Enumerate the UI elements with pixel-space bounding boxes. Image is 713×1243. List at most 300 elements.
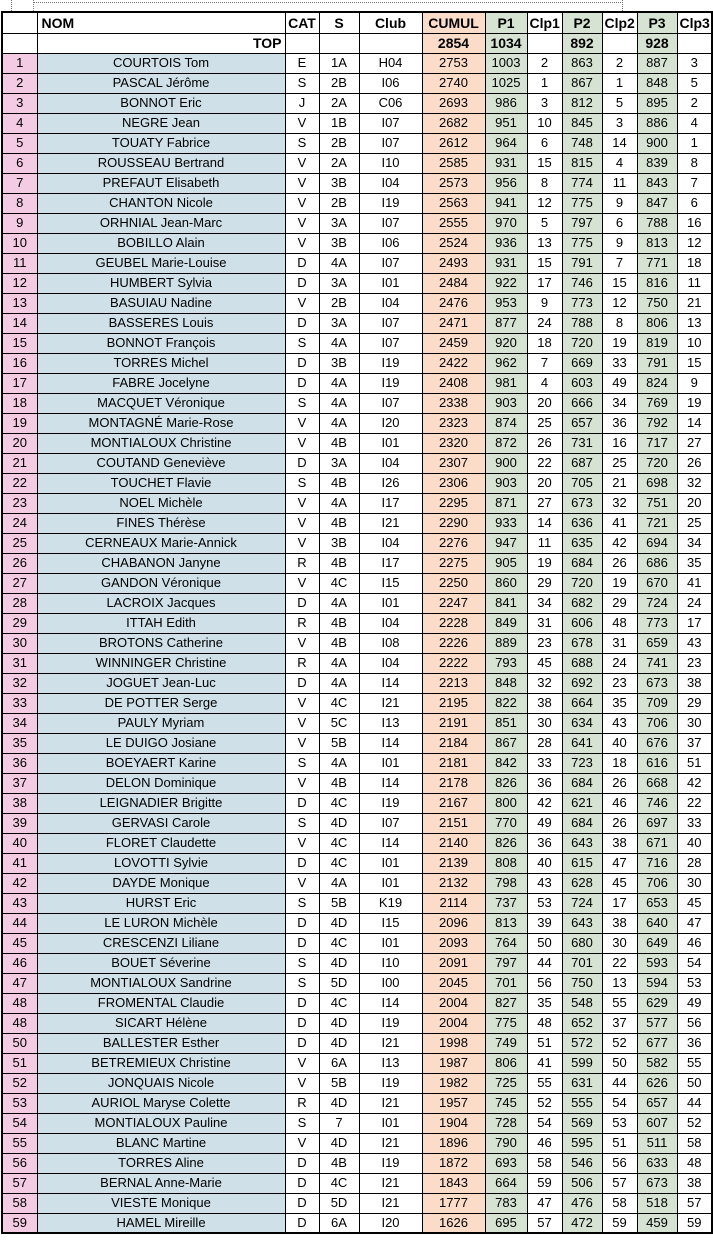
p2-cell: 606: [562, 613, 602, 633]
cat-cell: V: [285, 193, 319, 213]
p3-cell: 746: [637, 793, 677, 813]
p2-cell: 669: [562, 353, 602, 373]
rank-cell: 50: [2, 1033, 37, 1053]
table-row: [2, 193, 712, 213]
table-row: [2, 1113, 712, 1133]
p1-cell: 849: [485, 613, 527, 633]
clp3-cell: 44: [677, 1093, 712, 1113]
clp3-cell: 51: [677, 753, 712, 773]
name-cell: BASUIAU Nadine: [37, 293, 285, 313]
clp3-cell: 47: [677, 913, 712, 933]
rank-cell: 7: [2, 173, 37, 193]
table-row: [2, 933, 712, 953]
p2-cell: 595: [562, 1133, 602, 1153]
series-cell: 5B: [319, 733, 359, 753]
p2-cell: 652: [562, 1013, 602, 1033]
clp2-cell: 32: [602, 493, 637, 513]
table-row: [2, 1073, 712, 1093]
top-row: [2, 33, 712, 53]
series-cell: 4A: [319, 753, 359, 773]
series-cell: 3A: [319, 213, 359, 233]
name-cell: SICART Hélène: [37, 1013, 285, 1033]
column-header-rank: [2, 12, 37, 33]
p1-cell: 798: [485, 873, 527, 893]
table-row: [2, 53, 712, 73]
series-cell: 3A: [319, 313, 359, 333]
cumul-cell: 1777: [422, 1193, 485, 1213]
series-cell: 2B: [319, 133, 359, 153]
table-row: [2, 613, 712, 633]
clp2-cell: 50: [602, 1053, 637, 1073]
table-row: [2, 293, 712, 313]
club-cell: I20: [359, 413, 422, 433]
column-header-p2: P2: [562, 12, 602, 33]
clp1-cell: 13: [527, 233, 562, 253]
p2-cell: 812: [562, 93, 602, 113]
clp3-cell: 57: [677, 1193, 712, 1213]
name-cell: HUMBERT Sylvia: [37, 273, 285, 293]
club-cell: I14: [359, 993, 422, 1013]
cat-cell: R: [285, 553, 319, 573]
rank-cell: 42: [2, 873, 37, 893]
rank-cell: 46: [2, 953, 37, 973]
p1-cell: 903: [485, 473, 527, 493]
clp1-cell: 58: [527, 1153, 562, 1173]
club-cell: I15: [359, 913, 422, 933]
p1-cell: 701: [485, 973, 527, 993]
clp1-cell: 36: [527, 773, 562, 793]
table-row: [2, 853, 712, 873]
clp2-cell: 17: [602, 893, 637, 913]
clp1-cell: 24: [527, 313, 562, 333]
rank-cell: 5: [2, 133, 37, 153]
name-cell: DELON Dominique: [37, 773, 285, 793]
rank-cell: 1: [2, 53, 37, 73]
cumul-cell: 2226: [422, 633, 485, 653]
series-cell: 4B: [319, 633, 359, 653]
name-cell: GEUBEL Marie-Louise: [37, 253, 285, 273]
cumul-cell: 2195: [422, 693, 485, 713]
column-header-p3: P3: [637, 12, 677, 33]
club-cell: I07: [359, 393, 422, 413]
table-row: [2, 353, 712, 373]
p1-cell: 851: [485, 713, 527, 733]
clp3-cell: 17: [677, 613, 712, 633]
cat-cell: D: [285, 1213, 319, 1233]
clp2-cell: 23: [602, 673, 637, 693]
clp1-cell: 39: [527, 913, 562, 933]
p3-cell: 649: [637, 933, 677, 953]
club-cell: I17: [359, 493, 422, 513]
clp3-cell: 38: [677, 673, 712, 693]
cat-cell: V: [285, 173, 319, 193]
club-cell: I19: [359, 1153, 422, 1173]
p1-cell: 956: [485, 173, 527, 193]
p3-cell: 577: [637, 1013, 677, 1033]
series-cell: 3B: [319, 533, 359, 553]
club-cell: I19: [359, 193, 422, 213]
name-cell: FABRE Jocelyne: [37, 373, 285, 393]
table-row: [2, 793, 712, 813]
p3-cell: 886: [637, 113, 677, 133]
table-row: [2, 993, 712, 1013]
clp3-cell: 36: [677, 1033, 712, 1053]
top-p3-cell: 928: [637, 33, 677, 53]
clp2-cell: 13: [602, 973, 637, 993]
table-row: [2, 93, 712, 113]
rank-cell: 13: [2, 293, 37, 313]
p1-cell: 693: [485, 1153, 527, 1173]
p2-cell: 641: [562, 733, 602, 753]
cat-cell: V: [285, 433, 319, 453]
series-cell: 4B: [319, 553, 359, 573]
p1-cell: 775: [485, 1013, 527, 1033]
clp2-cell: 58: [602, 1193, 637, 1213]
name-cell: BONNOT François: [37, 333, 285, 353]
name-cell: BONNOT Eric: [37, 93, 285, 113]
p3-cell: 670: [637, 573, 677, 593]
cat-cell: D: [285, 673, 319, 693]
table-row: [2, 1213, 712, 1233]
clp1-cell: 33: [527, 753, 562, 773]
clp1-cell: 15: [527, 253, 562, 273]
clp1-cell: 44: [527, 953, 562, 973]
p3-cell: 839: [637, 153, 677, 173]
clp3-cell: 14: [677, 413, 712, 433]
p2-cell: 746: [562, 273, 602, 293]
cumul-cell: 2693: [422, 93, 485, 113]
table-row: [2, 633, 712, 653]
column-header-club: Club: [359, 12, 422, 33]
clp3-cell: 19: [677, 393, 712, 413]
club-cell: I07: [359, 133, 422, 153]
clp3-cell: 7: [677, 173, 712, 193]
table-row: [2, 873, 712, 893]
p2-cell: 680: [562, 933, 602, 953]
series-cell: 2B: [319, 293, 359, 313]
p1-cell: 770: [485, 813, 527, 833]
clp1-cell: 5: [527, 213, 562, 233]
series-cell: 4C: [319, 993, 359, 1013]
cumul-cell: 1904: [422, 1113, 485, 1133]
name-cell: CRESCENZI Liliane: [37, 933, 285, 953]
club-cell: H04: [359, 53, 422, 73]
p2-cell: 569: [562, 1113, 602, 1133]
clp2-cell: 30: [602, 933, 637, 953]
clp1-cell: 4: [527, 373, 562, 393]
table-row: [2, 713, 712, 733]
series-cell: 4A: [319, 673, 359, 693]
club-cell: I20: [359, 1213, 422, 1233]
p3-cell: 629: [637, 993, 677, 1013]
page-break-line-vertical-left2: [33, 0, 34, 11]
clp3-cell: 3: [677, 53, 712, 73]
rank-cell: 15: [2, 333, 37, 353]
page-break-line-vertical-left: [11, 0, 12, 11]
name-cell: BETREMIEUX Christine: [37, 1053, 285, 1073]
name-cell: FROMENTAL Claudie: [37, 993, 285, 1013]
cumul-cell: 1998: [422, 1033, 485, 1053]
clp1-cell: 14: [527, 513, 562, 533]
name-cell: BERNAL Anne-Marie: [37, 1173, 285, 1193]
clp3-cell: 50: [677, 1073, 712, 1093]
p3-cell: 717: [637, 433, 677, 453]
club-cell: I04: [359, 293, 422, 313]
cat-cell: E: [285, 53, 319, 73]
cat-cell: R: [285, 613, 319, 633]
cat-cell: J: [285, 93, 319, 113]
cat-cell: D: [285, 1173, 319, 1193]
clp2-cell: 22: [602, 953, 637, 973]
cat-cell: V: [285, 293, 319, 313]
table-row: [2, 533, 712, 553]
clp1-cell: 25: [527, 413, 562, 433]
clp3-cell: 9: [677, 373, 712, 393]
p3-cell: 709: [637, 693, 677, 713]
cat-cell: V: [285, 213, 319, 233]
club-cell: I13: [359, 713, 422, 733]
clp1-cell: 59: [527, 1173, 562, 1193]
series-cell: 4D: [319, 813, 359, 833]
clp3-cell: 28: [677, 853, 712, 873]
cumul-cell: 2250: [422, 573, 485, 593]
series-cell: 4B: [319, 773, 359, 793]
series-cell: 1B: [319, 113, 359, 133]
p3-cell: 659: [637, 633, 677, 653]
cumul-cell: 2091: [422, 953, 485, 973]
clp3-cell: 48: [677, 1153, 712, 1173]
cumul-cell: 2422: [422, 353, 485, 373]
club-cell: I21: [359, 1093, 422, 1113]
cumul-cell: 2139: [422, 853, 485, 873]
club-cell: I14: [359, 673, 422, 693]
p1-cell: 871: [485, 493, 527, 513]
name-cell: DAYDE Monique: [37, 873, 285, 893]
clp3-cell: 27: [677, 433, 712, 453]
clp2-cell: 38: [602, 913, 637, 933]
p3-cell: 653: [637, 893, 677, 913]
cat-cell: S: [285, 473, 319, 493]
clp3-cell: 20: [677, 493, 712, 513]
p2-cell: 631: [562, 1073, 602, 1093]
clp2-cell: 19: [602, 573, 637, 593]
clp2-cell: 42: [602, 533, 637, 553]
name-cell: LEIGNADIER Brigitte: [37, 793, 285, 813]
rank-cell: 57: [2, 1173, 37, 1193]
p3-cell: 791: [637, 353, 677, 373]
table-row: [2, 1033, 712, 1053]
p1-cell: 826: [485, 833, 527, 853]
p2-cell: 548: [562, 993, 602, 1013]
p2-cell: 664: [562, 693, 602, 713]
name-cell: PAULY Myriam: [37, 713, 285, 733]
club-cell: I21: [359, 1133, 422, 1153]
p1-cell: 867: [485, 733, 527, 753]
table-row: [2, 433, 712, 453]
p3-cell: 677: [637, 1033, 677, 1053]
club-cell: I08: [359, 633, 422, 653]
cumul-cell: 2004: [422, 993, 485, 1013]
ranking-table: [1, 11, 713, 1234]
club-cell: I07: [359, 813, 422, 833]
name-cell: FLORET Claudette: [37, 833, 285, 853]
rank-cell: 20: [2, 433, 37, 453]
clp3-cell: 5: [677, 73, 712, 93]
cat-cell: V: [285, 413, 319, 433]
table-row: [2, 373, 712, 393]
clp1-cell: 26: [527, 433, 562, 453]
cumul-cell: 2323: [422, 413, 485, 433]
p3-cell: 788: [637, 213, 677, 233]
table-row: [2, 653, 712, 673]
p2-cell: 731: [562, 433, 602, 453]
table-row: [2, 113, 712, 133]
p1-cell: 737: [485, 893, 527, 913]
cumul-cell: 2132: [422, 873, 485, 893]
clp2-cell: 16: [602, 433, 637, 453]
top-name-cell: TOP: [37, 33, 285, 53]
rank-cell: 3: [2, 93, 37, 113]
clp3-cell: 49: [677, 993, 712, 1013]
clp3-cell: 55: [677, 1053, 712, 1073]
header-row: [2, 12, 712, 33]
clp1-cell: 57: [527, 1213, 562, 1233]
p3-cell: 698: [637, 473, 677, 493]
clp1-cell: 31: [527, 613, 562, 633]
clp1-cell: 30: [527, 713, 562, 733]
p1-cell: 842: [485, 753, 527, 773]
club-cell: I01: [359, 433, 422, 453]
cat-cell: V: [285, 833, 319, 853]
p3-cell: 657: [637, 1093, 677, 1113]
series-cell: 5C: [319, 713, 359, 733]
club-cell: K19: [359, 893, 422, 913]
clp3-cell: 46: [677, 933, 712, 953]
clp2-cell: 48: [602, 613, 637, 633]
top-cat-cell: [285, 33, 319, 53]
name-cell: MONTIALOUX Pauline: [37, 1113, 285, 1133]
table-row: [2, 73, 712, 93]
column-header-clp1: Clp1: [527, 12, 562, 33]
p1-cell: 981: [485, 373, 527, 393]
clp1-cell: 36: [527, 833, 562, 853]
page-break-line-vertical-right: [622, 0, 623, 11]
cumul-cell: 1896: [422, 1133, 485, 1153]
clp3-cell: 56: [677, 1013, 712, 1033]
name-cell: JOGUET Jean-Luc: [37, 673, 285, 693]
cumul-cell: 2573: [422, 173, 485, 193]
rank-cell: 27: [2, 573, 37, 593]
clp2-cell: 8: [602, 313, 637, 333]
cumul-cell: 2045: [422, 973, 485, 993]
club-cell: I04: [359, 533, 422, 553]
cat-cell: V: [285, 233, 319, 253]
name-cell: CERNEAUX Marie-Annick: [37, 533, 285, 553]
rank-cell: 38: [2, 793, 37, 813]
name-cell: GANDON Véronique: [37, 573, 285, 593]
p1-cell: 931: [485, 153, 527, 173]
cat-cell: D: [285, 1193, 319, 1213]
rank-cell: 48: [2, 993, 37, 1013]
clp2-cell: 59: [602, 1213, 637, 1233]
p3-cell: 616: [637, 753, 677, 773]
clp2-cell: 45: [602, 873, 637, 893]
p3-cell: 668: [637, 773, 677, 793]
table-row: [2, 753, 712, 773]
name-cell: ITTAH Edith: [37, 613, 285, 633]
clp2-cell: 21: [602, 473, 637, 493]
p2-cell: 705: [562, 473, 602, 493]
clp1-cell: 17: [527, 273, 562, 293]
p3-cell: 593: [637, 953, 677, 973]
cat-cell: D: [285, 253, 319, 273]
cat-cell: D: [285, 1153, 319, 1173]
name-cell: TOUCHET Flavie: [37, 473, 285, 493]
series-cell: 2A: [319, 153, 359, 173]
clp2-cell: 26: [602, 553, 637, 573]
clp2-cell: 29: [602, 593, 637, 613]
cat-cell: D: [285, 1013, 319, 1033]
rank-cell: 26: [2, 553, 37, 573]
name-cell: TORRES Aline: [37, 1153, 285, 1173]
clp3-cell: 53: [677, 973, 712, 993]
p3-cell: 697: [637, 813, 677, 833]
name-cell: BROTONS Catherine: [37, 633, 285, 653]
name-cell: MACQUET Véronique: [37, 393, 285, 413]
table-row: [2, 553, 712, 573]
table-row: [2, 413, 712, 433]
p3-cell: 847: [637, 193, 677, 213]
clp3-cell: 30: [677, 713, 712, 733]
clp3-cell: 41: [677, 573, 712, 593]
cumul-cell: 2276: [422, 533, 485, 553]
rank-cell: 39: [2, 813, 37, 833]
cat-cell: S: [285, 133, 319, 153]
cat-cell: D: [285, 913, 319, 933]
cat-cell: V: [285, 1053, 319, 1073]
rank-cell: 45: [2, 933, 37, 953]
club-cell: I14: [359, 833, 422, 853]
cumul-cell: 2476: [422, 293, 485, 313]
top-clp3-cell: [677, 33, 712, 53]
table-row: [2, 673, 712, 693]
top-series-cell: [319, 33, 359, 53]
clp2-cell: 44: [602, 1073, 637, 1093]
p3-cell: 673: [637, 673, 677, 693]
series-cell: 4D: [319, 1033, 359, 1053]
cat-cell: D: [285, 353, 319, 373]
p2-cell: 682: [562, 593, 602, 613]
rank-cell: 25: [2, 533, 37, 553]
cat-cell: S: [285, 1113, 319, 1133]
top-rank-cell: [2, 33, 37, 53]
name-cell: VIESTE Monique: [37, 1193, 285, 1213]
p1-cell: 827: [485, 993, 527, 1013]
table-header: [2, 12, 712, 33]
p1-cell: 790: [485, 1133, 527, 1153]
club-cell: I04: [359, 653, 422, 673]
rank-cell: 17: [2, 373, 37, 393]
cat-cell: V: [285, 113, 319, 133]
clp2-cell: 40: [602, 733, 637, 753]
p2-cell: 657: [562, 413, 602, 433]
series-cell: 4D: [319, 1013, 359, 1033]
p1-cell: 962: [485, 353, 527, 373]
clp3-cell: 38: [677, 1173, 712, 1193]
clp1-cell: 19: [527, 553, 562, 573]
rank-cell: 56: [2, 1153, 37, 1173]
p3-cell: 773: [637, 613, 677, 633]
